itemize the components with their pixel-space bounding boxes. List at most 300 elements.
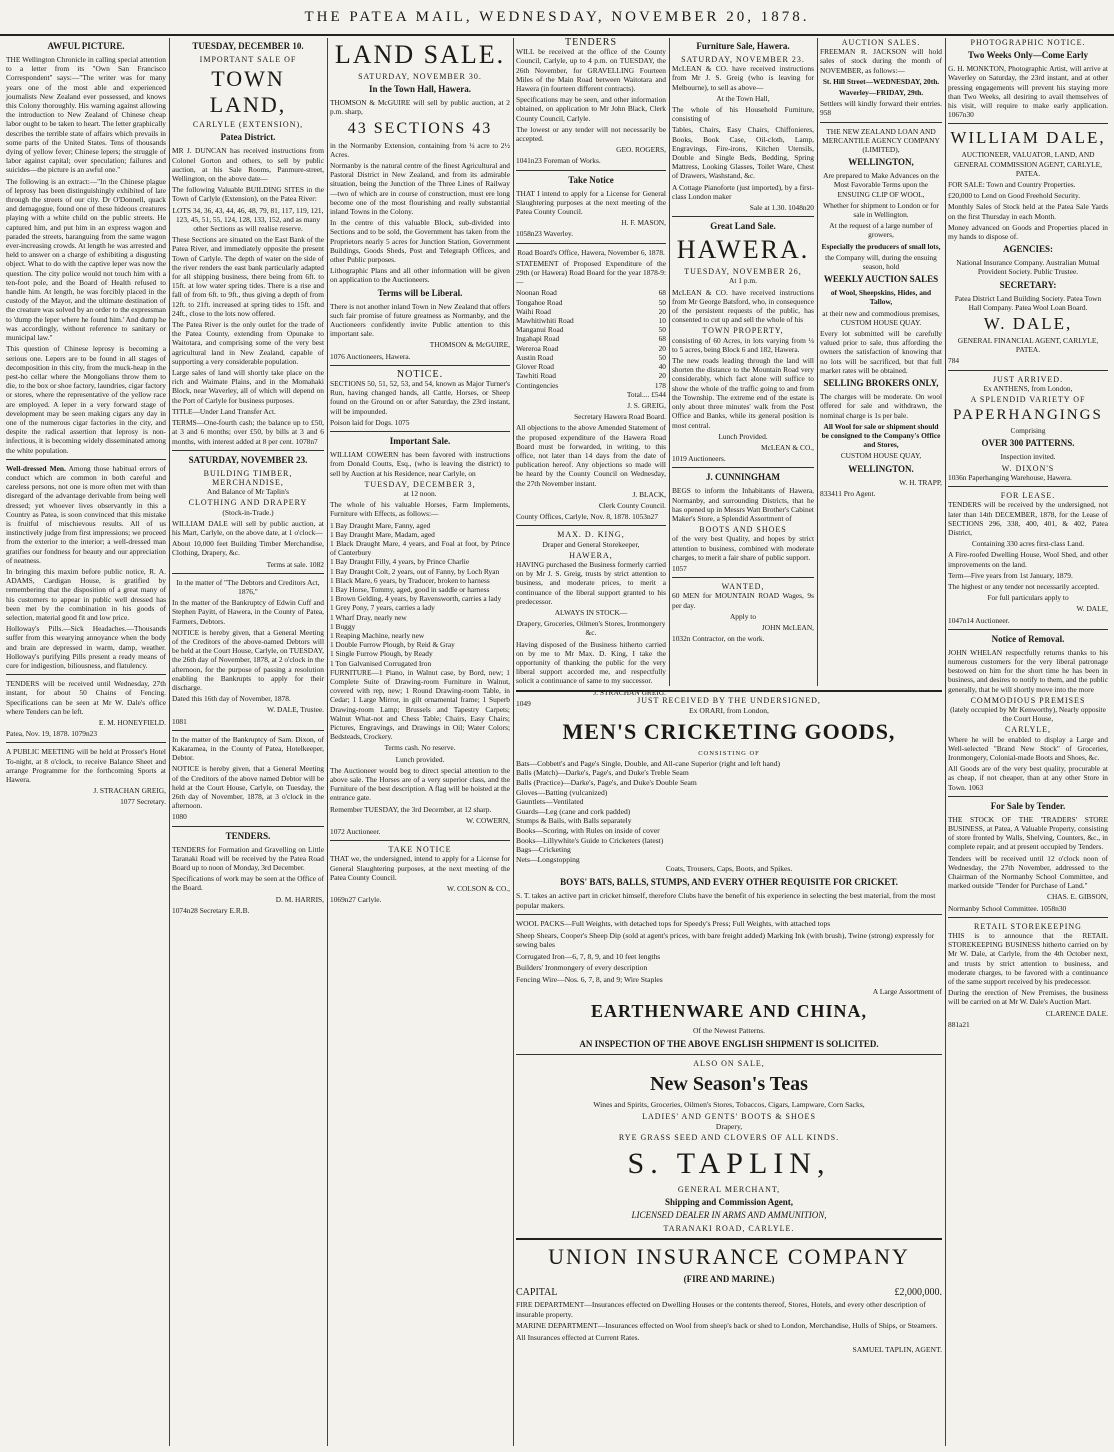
ad-text: THAT we, the undersigned, intend to apply for a License for General Slaughtering purposes, at the next meeting of the Patea County Council. <box>330 854 510 882</box>
ad-title: WILLIAM DALE, <box>950 128 1106 148</box>
ad-text: Settlers will kindly forward their entries. 958 <box>820 99 942 118</box>
column-1 <box>6 38 166 1446</box>
divider <box>330 840 510 841</box>
table-row <box>516 334 666 343</box>
table-cell: Glover Road <box>516 362 554 372</box>
ad-text: McLEAN & CO. have received instructions from Mr George Batsford, who, in consequence of the persistent requests of the public, has consented to cut up and sell the whole of his <box>672 287 814 325</box>
ad-text: Whether for shipment to London or for sale in Wellington. <box>823 200 939 220</box>
ad-date-heading: TUESDAY, DECEMBER 10. <box>192 41 304 51</box>
divider <box>516 914 942 915</box>
ad-text: And Balance of Mr Taplin's <box>207 487 289 497</box>
ad-text: WILLIAM DALE will sell by public auction, at his Mart, Carlyle, on the above date, at 1 o'clock— <box>172 518 324 537</box>
ad-text: The whole of his Household Furniture, consisting of <box>672 105 814 124</box>
list-item: 1 Ton Galvanised Corrugated Iron <box>330 658 432 668</box>
ad-text: Road Board's Office, Hawera, November 6, 1878. <box>517 247 665 257</box>
divider <box>948 917 1108 918</box>
ad-text: The following Valuable BUILDING SITES in the Town of Carlyle (Extension), on the Patea River: <box>172 185 324 204</box>
article-paragraph: THE Wellington Chronicle in calling special attention to a letter from its "Own San Francisco Correspondent" says:—"The writer was for many years one of the most able and experienced journalists New Zealand ever possessed, and knows this Colony thoroughly. His warning against allowing the introduction to New Zealand of Chinese cheap labor ought to be taken to heart. The letter graphically describes the terrible state of affairs which prevails in some parts of the United States. Tens of thousands dying of yellow fever; Chinese lepers; the struggle of labor against capital; over speculation; failures and suicides—the picture is an awful one." <box>6 55 166 175</box>
ad-text: The whole of his valuable Horses, Farm Implements, Furniture with Effects, as follows:— <box>330 500 510 519</box>
ad-subheading: SELLING BROKERS ONLY, <box>823 378 939 389</box>
list-item: Gauntlets—Ventilated <box>516 797 584 807</box>
table-cell: 20 <box>658 343 666 353</box>
table-cell: Mawhitiwhiti Road <box>516 316 574 326</box>
ad-signature: W. DALE, Trustee. <box>266 705 324 715</box>
ad-heading: Notice of Removal. <box>991 633 1065 644</box>
table-row <box>516 353 666 362</box>
divider <box>516 170 666 171</box>
ad-text: at their new and commodious premises, CUSTOM HOUSE QUAY. <box>822 308 940 327</box>
ad-text: FIRE DEPARTMENT—Insurances effected on Dwelling Houses or the contents thereof, Stores, Hotels, and every other description of insurable property. <box>516 1300 926 1319</box>
table-row <box>516 307 666 316</box>
divider <box>948 796 1108 797</box>
ad-reference: County Offices, Carlyle, Nov. 8, 1878. 1053n27 <box>516 512 659 522</box>
ad-date-heading: TUESDAY, DECEMBER 3, <box>364 479 476 489</box>
ad-date-heading: SATURDAY, NOVEMBER 23. <box>188 454 308 465</box>
ad-text: Tables, Chairs, Easy Chairs, Chiffonieres, Books, Book Case, Oil-cloth, Lamp, Engravings, Fire-irons, Kitchen Utensils, Double and Single Beds, Bedding, Spring Mattress, Looking Glasses, Toilet Ware, Chest of Drawers, Washstand, &c. <box>672 125 814 181</box>
ad-text: The highest or any tender not necessarily accepted. <box>948 581 1100 591</box>
ad-date: Patea, Nov. 19, 1878. 1079n23 <box>6 729 98 739</box>
expenditure-table <box>516 288 666 389</box>
ad-text: THE STOCK OF THE 'TRADERS' STORE BUSINESS, at Patea, A Valuable Property, consisting of store fronted by Walls, Shelving, Counters, &c., in complete repair, and at present occupied by Tenders. <box>948 814 1108 852</box>
table-cell: 50 <box>658 325 666 335</box>
table-cell: 68 <box>658 288 666 298</box>
article-heading: AWFUL PICTURE. <box>47 41 125 51</box>
ad-text: In the matter of the Bankruptcy of Edwin Cuff and Stephen Payitt, of Hawera, in the County of Patea, Farmers, Debtors. <box>172 598 324 626</box>
ad-text: WILL be received at the office of the County Council, Carlyle, up to 4 p.m. on TUESDAY, the 26th November, for GRAVELLING Fourteen Miles of the Main Road between Waitotara and Hawera (in fourteen different contracts). <box>516 47 666 94</box>
ad-text: SECTIONS 50, 51, 52, 53, and 54, known as Major Turner's Run, having changed hands, all Cattle, Horses, or Sheep found on the Ground on or after Saturday, the 23rd instant, will be impounded. <box>330 379 510 416</box>
ad-reference: 1057 <box>672 563 687 573</box>
list-item: Gloves—Batting (vulcanized) <box>516 787 608 797</box>
capital-amount: £2,000,000. <box>894 1286 942 1298</box>
ad-text: Specifications of work may be seen at the Office of the Board. <box>172 874 324 893</box>
ad-subheading: RYE GRASS SEED AND CLOVERS OF ALL KINDS. <box>618 1133 840 1143</box>
ad-text: LOTS 34, 36, 43, 44, 46, 48, 79, 81, 117, 119, 121, 123, 45, 51, 55, 124, 128, 133, 152, and as many other Sections as will realise reserve. <box>172 205 324 234</box>
divider <box>948 629 1108 630</box>
ad-text: TENDERS will be received until Wednesday, 27th instant, for about 50 Chains of Fencing. Specifications can be seen at Mr W. Dale's office where Tenders can be left. <box>6 679 166 716</box>
table-cell: 20 <box>658 371 666 381</box>
divider <box>172 450 324 451</box>
table-row <box>516 371 666 380</box>
ad-text: Waverley—FRIDAY, 29th. <box>838 88 924 98</box>
ad-text: National Insurance Company. Australian Mutual Provident Society. Public Trustee. <box>956 258 1100 277</box>
table-row <box>516 362 666 371</box>
table-total: Total.... £544 <box>626 389 666 399</box>
ad-heading: TAKE NOTICE <box>388 845 452 855</box>
list-item: 1 Black Draught Mare, 4 years, and Foal at foot, by Prince of Canterbury <box>330 538 510 558</box>
ad-reference: 1081 <box>172 716 187 726</box>
ad-text: Lunch Provided. <box>718 431 768 441</box>
ad-text: Every lot submitted will be carefully valued prior to sale, thus affording the owners the satisfaction of knowing that no lots will be sacrificed, but that full market rates will be obtained. <box>820 329 942 375</box>
ad-text: Corrugated Iron—6, 7, 8, 9, and 10 feet lengths <box>516 951 661 961</box>
ad-text: Coats, Trousers, Caps, Boots, and Spikes. <box>665 864 793 874</box>
ad-text: Inspection invited. <box>1000 452 1056 462</box>
divider <box>6 742 166 743</box>
ad-text: The lowest or any tender will not necessarily be accepted. <box>516 124 666 144</box>
table-cell: Ingahapi Road <box>516 334 560 344</box>
table-cell: 10 <box>658 316 666 326</box>
list-item: 1 Brown Gelding, 4 years, by Ravensworth, carries a lady <box>330 594 502 604</box>
table-row <box>516 288 666 297</box>
divider <box>948 486 1108 487</box>
divider <box>516 525 666 526</box>
column-rule <box>169 38 170 1446</box>
ad-heading: MAX. D. KING, <box>557 530 625 540</box>
column-rule <box>513 38 514 1446</box>
ad-text: TENDERS for Formation and Gravelling on Little Taranaki Road will be received by the Patea Road Board up to noon of Monday, 3rd December. <box>172 844 324 873</box>
ad-text: The new roads leading through the land will shorten the distance to the Mountain Road very considerably, which fact alone will suffice to show the whole of the traffic going to and from the Township. The extreme end of the estate is only about three minutes' walk from the Post Office and Banks, while its general position is most central. <box>672 356 814 430</box>
ad-text: Tenders will be received until 12 o'clock noon of Wednesday, the 27th November, addressed to the Chairman of the Normanby School Committee, and marked outside "Tender for Purchase of Land." <box>948 853 1108 891</box>
ad-reference: 1069n27 Carlyle. <box>330 895 382 905</box>
article-paragraph: In bringing this maxim before public notice, R. A. ADAMS, Cardigan House, is gratified by remembering that the disposition of a great many of his customers to appear in public well dressed has been met by the combination in his goods of selection, material good fit and low price. <box>6 566 166 622</box>
ad-subheading: (FIRE AND MARINE.) <box>683 1273 775 1284</box>
ad-title: EARTHENWARE AND CHINA, <box>591 1001 867 1022</box>
ad-text: FREEMAN R. JACKSON will hold sales of stock during the month of NOVEMBER, as follows:— <box>820 47 942 75</box>
ad-date-heading: SATURDAY, NOVEMBER 23. <box>681 55 805 64</box>
ad-text: During the erection of New Premises, the business will be carried on at Mr W. Dale's Auction Mart. <box>948 988 1108 1007</box>
ad-signature: W. COLSON & CO., <box>447 884 510 894</box>
ad-reference: 1072 Auctioneer. <box>330 827 381 837</box>
ad-subheading: TOWN PROPERTY, <box>702 326 784 336</box>
ad-text: HAVING purchased the Business formerly carried on by Mr J. S. Greig, trusts by strict attention to business, and moderate prices, to merit a continuance of the liberal support granted to his predecessor. <box>516 559 666 606</box>
ad-text: in the Normanby Extension, containing from ¼ acre to 2½ Acres. <box>330 140 510 159</box>
ad-subheading: LADIES' AND GENTS' BOOTS & SHOES <box>642 1112 816 1122</box>
list-item: 1 Bay Draught Mare, Fanny, aged <box>330 520 431 530</box>
ad-subheading: Shipping and Commission Agent, <box>664 1197 794 1208</box>
list-item: 1 Grey Pony, 7 years, carries a lady <box>330 603 435 613</box>
list-item: Guards—Leg (cane and cork padded) <box>516 806 631 816</box>
ad-text: £20,000 to Lend on Good Freehold Security. <box>948 191 1081 201</box>
ad-text: Lunch provided. <box>395 754 445 764</box>
ad-text: In the matter of "The Debtors and Creditors Act, 1876," <box>176 577 320 596</box>
ad-text: 60 MEN for MOUNTAIN ROAD Wages, 9s per day. <box>672 591 814 610</box>
ad-reference: 833411 Pro Agent. <box>820 488 876 498</box>
ad-heading: RETAIL STOREKEEPING <box>974 921 1082 931</box>
ad-text: There is not another inland Town in New Zealand that offers such fair promise of future greatness as Normanby, and the Auctioneers confidently invite Public attention to this important sale. <box>330 301 510 339</box>
ad-heading: JUST ARRIVED. <box>992 374 1064 384</box>
ad-text: ALWAYS IN STOCK— <box>554 607 628 617</box>
ad-heading: J. CUNNINGHAM <box>706 472 780 483</box>
ad-heading: For Sale by Tender. <box>990 800 1066 811</box>
list-item: Bats—Cobbett's and Page's Single, Double, and All-cane Superior (right and left hand) <box>516 758 781 768</box>
ad-signature: JOHN McLEAN, <box>761 622 814 632</box>
ad-text: The charges will be moderate. On wool offered for sale and withdrawn, the nominal charge is 1s per bale. <box>820 392 942 420</box>
ad-reference: 1019 Auctioneers. <box>672 454 726 464</box>
ad-date-heading: SATURDAY, NOVEMBER 30. <box>358 72 482 81</box>
ad-signature: J. BLACK, <box>632 489 666 499</box>
divider <box>820 122 942 123</box>
list-item: 1 Wharf Dray, nearly new <box>330 612 407 622</box>
ad-reference: 1047n14 Auctioneer. <box>948 615 1010 625</box>
column-rule <box>817 38 818 686</box>
ad-text: Fencing Wire—Nos. 6, 7, 8, and 9; Wire Staples <box>516 975 663 985</box>
table-cell: 50 <box>658 297 666 307</box>
ad-text: CUSTOM HOUSE QUAY, <box>840 451 922 461</box>
table-cell: Tongahoe Road <box>516 297 563 307</box>
ad-subheading: CARLYLE (EXTENSION), <box>192 120 304 130</box>
ad-reference: 1074n28 Secretary E.R.B. <box>172 905 250 915</box>
divider <box>672 467 814 468</box>
list-item: 1 Bay Draught Mare, Madam, aged <box>330 529 435 539</box>
ad-text: WOOL PACKS—Full Weights, with detached tops for Speedy's Press; Full Weights, with attached tops <box>516 919 831 929</box>
ad-subheading: BUILDING TIMBER, <box>203 468 293 478</box>
table-row <box>516 344 666 353</box>
ad-subheading: ALSO ON SALE, <box>693 1058 765 1068</box>
ad-text: Comprising <box>1010 426 1046 436</box>
ad-text: A Cottage Pianoforte (just imported), by a first-class London maker <box>672 182 814 201</box>
ad-heading: Great Land Sale. <box>710 221 776 232</box>
ad-text: STATEMENT of Proposed Expenditure of the 29th (or Hawera) Road Board for the year 1878-9:— <box>516 258 666 287</box>
ad-text: Term—Five years from 1st January, 1879. <box>948 570 1073 580</box>
table-row <box>516 381 666 390</box>
divider <box>330 431 510 432</box>
ad-text: Large sales of land will shortly take place on the rich and Waimate Plains, and in the Momahaki Block, near Waverley, all of which will depend on the Port of Carlyle for business purposes. <box>172 368 324 405</box>
capital-label: CAPITAL <box>516 1286 558 1298</box>
ad-text: These Sections are situated on the East Bank of the Patea River, and immediately opposite the present Town of Carlyle. The depth of water on the side of the river renders the east bank particularly adapted for all shipping business, there being from 6ft. to 15ft. at low water spring tides. There is a rise and fall of from 6ft. to 9ft., thus giving a depth of from 12ft. to 21ft. increased at spring tides to 15ft. and 24ft., close to the lots now offered. <box>172 235 324 318</box>
ad-subheading: AN INSPECTION OF THE ABOVE ENGLISH SHIPMENT IS SOLICITED. <box>579 1038 879 1049</box>
ad-signature: H. F. MASON, <box>621 218 666 228</box>
ad-text: Of the Newest Patterns. <box>692 1026 766 1036</box>
ad-text: of the very best Quality, and hopes by strict attention to business, combined with moderate charges, to merit a fair share of public support. <box>672 534 814 562</box>
list-item: 1 Bay Draught Colt, 2 years, out of Fanny, by Loch Ryan <box>330 566 500 576</box>
ad-text: MR J. DUNCAN has received instructions from Colonel Gorton and others, to sell by public auction, at his Sale Rooms, Panmure-street, Wellington, on the above date— <box>172 146 324 184</box>
ad-signature: THOMSON & McGUIRE, <box>429 340 510 350</box>
ad-text: Where he will be enabled to display a Large and Well-selected "Brand New Stock" of Groceries, Ironmongery, Colonial-made Boots and Shoes, &c. <box>948 734 1108 762</box>
ad-text: FOR SALE: Town and Country Properties. <box>948 180 1076 190</box>
divider <box>6 459 166 460</box>
column-rule <box>945 38 946 1446</box>
masthead: THE PATEA MAIL, WEDNESDAY, NOVEMBER 20, 1878. <box>0 0 1114 36</box>
sale-items-list <box>330 521 510 668</box>
divider <box>172 826 324 827</box>
article-paragraph: This question of Chinese leprosy is becoming a serious one. Lepers are to be found in all stages of decomposition in this city, from the muck-heap in the pest-ho cellar where the Mongolians throw them to die, to the box or shoe factory, laundries, cigar factory or stores, where the representative of the yellow race are employed. A leper in a very forward stage of development may be seen making cigars any day in one of the numerous cigar factories in the city, and despite the radical assertion that leprosy is non-infectious, it is becoming widely disseminated among the white population. <box>6 344 167 455</box>
ad-title: W. DALE, <box>983 314 1073 334</box>
list-item: Bags—Cricketing <box>516 845 571 855</box>
ad-heading: FOR LEASE. <box>1000 491 1056 501</box>
ad-text: consisting of 60 Acres, in lots varying from ¼ to 5 acres, being Block 6 and 182, Hawera. <box>672 335 814 354</box>
table-cell: 40 <box>658 362 666 372</box>
ad-subheading: W. DIXON'S <box>1001 463 1055 473</box>
ad-text: The Auctioneer would beg to direct special attention to the above sale. The Horses are of a very superior class, and the Furniture of the best description. A flag will be hoisted at the entrance gate. <box>330 765 510 803</box>
list-item: Balls (Practice)—Darke's, Page's, and Duke's Double Seam <box>516 777 697 787</box>
ad-text: St. Hill Street—WEDNESDAY, 20th. <box>822 76 940 86</box>
ad-subheading: BOOTS AND SHOES <box>699 525 787 535</box>
article-paragraph: Holloway's Pills.—Sick Headaches.—Thousands suffer from this wearying annoyance when the body and brain are depressed in warm, damp, weather. Holloway's purifying Pills present a ready means of cure for indigestion, biliousness, and flatulency. <box>6 624 166 670</box>
ad-text: NOTICE is hereby given, that a General Meeting of the Creditors of the above named Debtor will be held at the Court House, Carlyle, on Tuesday, the 26th day of November, 1878, at 3 o'clock in the afternoon. <box>172 764 324 811</box>
ad-text: In the matter of the Bankruptcy of Sam. Dixon, of Kakaramea, in the County of Patea, Hotelkeeper, Debtor. <box>172 734 324 763</box>
ad-text: Patea District Land Building Society. Patea Town Hall Company. Patea Wool Loan Board. <box>954 293 1102 312</box>
table-cell: Noonan Road <box>516 288 557 298</box>
ad-heading: TENDERS. <box>225 830 271 841</box>
ad-text: Wines and Spirits, Groceries, Oilmen's Stores, Tobaccos, Cigars, Lampware, Corn Sacks, <box>593 1100 865 1110</box>
ad-subheading: OVER 300 PATTERNS. <box>981 438 1075 449</box>
ad-signature: J. STRACHAN GREIG, <box>93 786 166 796</box>
ad-heading: Furniture Sale, Hawera. <box>696 41 790 51</box>
table-cell: Waihi Road <box>516 306 551 316</box>
divider <box>672 577 814 578</box>
ad-text: Ex ORARI, from London, <box>689 705 769 715</box>
ad-signature: W. DALE, <box>1076 604 1108 614</box>
ad-text: Sheep Shears, Cooper's Sheep Dip (sold at agent's prices, with bare freight added) Marking Ink (with brush), Twine (strong) expressly for sewing bales <box>516 930 935 950</box>
ad-text: Apply to <box>729 611 757 621</box>
ad-text: WILLIAM COWERN has been favored with instructions from Donald Coutts, Esq., (who is leaving the district) to sell by Auction at his Residence, near Carlyle, on <box>330 450 510 478</box>
list-item: Stumps & Bails, with Balls separately <box>516 816 632 826</box>
ad-text: THOMSON & McGUIRE will sell by public auction, at 2 p.m. sharp, <box>330 98 510 117</box>
ad-signature: CLARENCE DALE. <box>1045 1008 1108 1018</box>
table-cell: Contingencies <box>516 380 559 390</box>
list-item: 1 Double Furrow Plough, by Reid & Gray <box>330 640 455 650</box>
ad-heading: TENDERS <box>565 37 617 48</box>
ad-text: BEGS to inform the Inhabitants of Hawera, Normanby, and surrounding Districts, that he has opened up in Messrs Watt Brother's Cabinet Maker's Store, a Splendid Assortment of <box>672 486 814 523</box>
ad-text: GENERAL FINANCIAL AGENT, CARLYLE, PATEA. <box>957 336 1099 355</box>
ad-text: Poison laid for Dogs. 1075 <box>330 417 410 427</box>
ad-text: Terms cash. No reserve. <box>384 743 456 753</box>
ad-text: A Fire-roofed Dwelling House, Wool Shed, and other improvements on the land. <box>948 550 1108 569</box>
ad-subheading: HAWERA, <box>569 550 613 560</box>
ad-text: G. H. MONKTON, Photographic Artist, will arrive at Waverley on Saturday, the 23rd instant, and at other pressing engagements will prevent his staying more than Two Weeks, all desiring to avail themselves of his visit, will require to make early application. 1067n30 <box>948 64 1108 120</box>
ad-reference: 1036n Paperhanging Warehouse, Hawera. <box>948 472 1072 482</box>
ad-signature: J. S. GREIG, <box>627 400 666 410</box>
ad-subheading: WELLINGTON, <box>848 157 914 168</box>
ad-heading: Important Sale. <box>389 436 451 447</box>
divider <box>948 123 1108 124</box>
column-6 <box>820 38 942 686</box>
ad-text: THE NEW ZEALAND LOAN AND MERCANTILE AGENCY COMPANY (LIMITED), <box>822 126 940 155</box>
divider <box>172 730 324 731</box>
column-2 <box>172 38 324 1446</box>
table-cell: Wereroa Road <box>516 343 559 353</box>
ad-reference: 1076 Auctioneers, Hawera. <box>330 351 411 361</box>
ad-subheading: WELLINGTON. <box>848 463 914 474</box>
ad-subheading: WEEKLY AUCTION SALES <box>823 274 939 285</box>
article-paragraph: The following is an extract:—"In the Chinese plague of leprosy has been distinguishingly exhibited of late through the streets of our city. Dr O'Donnell, quack and demagogue, found one of these hideous creatures playing with a white child on the public streets. He captured him, and put him in an express wagon and paraded the streets, haranguing from the same wagon ever-increasing crowds. At length he was arrested and held to answer on a charge of exhibiting a disgusting object. What to do with the captive leper was now the question. The city police would not touch him with a ten-foot pole, and the Board of Health refused to handle him. At length, he was forcibly placed in the custody of the Mayor, and the ultimate destination of the creature was solved by an order to the expressman to 'dump the leper where he found him.' And dump he was accordingly, without reference to sanitary or municipal law." <box>6 176 166 343</box>
ad-text: THAT I intend to apply for a License for General Slaughtering purposes at the next meeting of the Patea County Council. <box>516 188 666 217</box>
ad-text: FURNITURE—1 Piano, in Walnut case, by Bord, new; 1 Complete Suite of Drawing-room Furniture in Walnut, covered with rep, new; 1 Round Drawing-room Table, in Cedar; 1 Large Mirror, in gilt ornamental frame; 1 Superb Drawing-room Lamp; Brussels and Tapestry Carpets; Walnut What-not and Chess Table; Chairs, Easy Chairs; Pictures, Engravings, and Drawings in Oil; Water Colors; Bedsteads, Crockery. <box>330 667 510 742</box>
ad-heading: NOTICE. <box>396 368 444 380</box>
divider <box>6 674 166 675</box>
ad-text: Drapery, Groceries, Oilmen's Stores, Ironmongery &c. <box>516 619 666 638</box>
ad-text: At 1 p.m. <box>729 276 757 286</box>
ad-subheading: MERCHANDISE, <box>212 477 284 487</box>
ad-title: TOWN LAND, <box>209 66 287 118</box>
ad-text: THIS is to announce that the RETAIL STOREKEEPING BUSINESS hitherto carried on by Mr W. Dale, at Carlyle, from the 4th October next, and trusts by strict attention to business, and moderate charges, to be favored with a continuance of the same support received by his predecessor. <box>948 931 1108 987</box>
ad-text: In the centre of this valuable Block, sub-divided into Sections and to be sold, the Government has taken from the Proprietors nearly 5 acres for Junction Station, Government Buildings, Goods Sheds, Post and Telegraph Offices, and other Public purposes. <box>330 218 510 265</box>
ad-text: A Large Assortment of <box>872 986 942 996</box>
ad-subheading: BOYS' BATS, BALLS, STUMPS, AND EVERY OTHER REQUISITE FOR CRICKET. <box>560 876 898 887</box>
ad-text: Especially the producers of small lots, <box>821 241 941 251</box>
ad-text: NOTICE is hereby given, that a General Meeting of the Creditors of the above-named Debtors will be held at the Court House, Carlyle, on TUESDAY, the 26th day of November, 1878, at 2 o'clock in the afternoon, for the purpose of passing a resolution enabling the Bankrupts to apply for their discharge. <box>172 627 324 692</box>
ad-text: TENDERS will be received by the undersigned, not later than 14th DECEMBER, 1878, for the Lease of SECTIONS 296, 338, 400, 401, & 402, Patea District, <box>948 500 1108 537</box>
ad-text: About 10,000 feet Building Timber Merchandise, Clothing, Drapery, &c. <box>172 539 324 558</box>
article-text: Among those habitual errors of conduct which are common in both careful and careless persons, not one is more often met with than disregard of the advantage derivable from being well dressed; yet whoever lives observantly in this a Country as Patea, is soon convinced that this mistake is fruitful of mischievous results. All of us instinctively judge from first impressions; we proceed from the exterior to the interior; a well-dressed man gratifies our fondness for beauty and our appreciation of neatness. <box>6 463 166 565</box>
ad-text: Specifications may be seen, and other information obtained, on application to Mr John Black, Clerk County Council, Carlyle. <box>516 95 666 123</box>
ad-signature: McLEAN & CO., <box>761 442 814 452</box>
ad-subheading: Terms will be Liberal. <box>377 287 463 298</box>
column-5 <box>672 38 814 686</box>
ad-subheading: TARANAKI ROAD, CARLYLE. <box>663 1224 795 1233</box>
ad-text: Containing 330 acres first-class Land. <box>971 539 1085 549</box>
ad-text: All Insurances effected at Current Rates. <box>516 1332 640 1342</box>
ad-subheading: GENERAL MERCHANT, <box>677 1184 781 1194</box>
ad-text: Ex ANTHENS, from London, <box>983 383 1073 393</box>
ad-text: Monthly Sales of Stock held at the Patea Sale Yards on the first Thursday in each Month. <box>948 202 1108 221</box>
ad-reference: Normanby School Committee. 1058n30 <box>948 903 1067 913</box>
ad-text: The Patea River is the only outlet for the trade of the Patea County, extending from Opunake to Waitotara, and comprising some of the very best agricultural land in New Zealand, capable of supporting a very considerable population. <box>172 320 324 366</box>
ad-text: Normanby is the natural centre of the finest Agricultural and Pastoral District in New Zealand, and from its admirable situation, being the Junction of the Three Lines of Railway—two of which are in course of construction, must ere long become one of the most flourishing and really substantial inland Towns in the Colony. <box>330 161 510 217</box>
ad-text: A PUBLIC MEETING will be held at Prosser's Hotel To-night, at 8 o'clock, to receive Balance Sheet and arrange Programme for the forthcoming Sports at Hawera. <box>6 747 166 785</box>
ad-subheading: SECRETARY: <box>999 279 1057 290</box>
ad-text: (lately occupied by Mr Kenworthy), Nearly opposite the Court House, <box>950 704 1106 724</box>
ad-signature: CHAS. E. GIBSON, <box>1047 892 1108 902</box>
column-7 <box>948 38 1108 1446</box>
divider <box>672 216 814 217</box>
ad-text: the Company will, during the ensuing season, hold <box>825 252 937 272</box>
divider <box>948 370 1108 371</box>
ad-text: S. T. takes an active part in cricket himself, therefore Clubs have the benefit of his experience in selecting the best material, from the most popular makers. <box>516 890 936 910</box>
ad-date-heading: TUESDAY, NOVEMBER 26, <box>684 267 802 277</box>
ad-reference: 1041n23 Foreman of Works. <box>516 156 601 166</box>
ad-subheading: Patea District. <box>220 132 276 143</box>
ad-title: LAND SALE. <box>334 40 506 69</box>
ad-text: For full particulars apply to <box>987 593 1069 603</box>
column-4 <box>516 37 666 708</box>
ad-signature: J. STRACHAN GREIG. <box>593 687 666 697</box>
ad-signature: W. H. TRAPP, <box>899 477 942 487</box>
list-item: 1 Single Furrow Plough, by Ready <box>330 649 433 659</box>
ad-subheading: A SPLENDID VARIETY OF <box>970 395 1086 405</box>
divider <box>516 1054 942 1055</box>
ad-reference: 1077 Secretary. <box>120 797 166 807</box>
table-cell: Manganui Road <box>516 325 564 335</box>
cricket-items-list <box>516 759 942 865</box>
ad-heading: AUCTION SALES. <box>841 38 921 47</box>
ad-title: PAPERHANGINGS <box>953 407 1103 424</box>
taplin-advertisement <box>516 686 942 1446</box>
ad-reference: 784 <box>948 356 960 366</box>
table-cell: 20 <box>658 306 666 316</box>
ad-title: UNION INSURANCE COMPANY <box>548 1243 910 1269</box>
table-cell: 50 <box>658 352 666 362</box>
divider <box>516 690 942 692</box>
table-row <box>516 298 666 307</box>
ad-text: Lithographic Plans and all other information will be given on application to the Auctioneers. <box>330 266 510 285</box>
ad-text: At the request of a large number of growers, <box>829 221 933 240</box>
ad-text: Having disposed of the Business hitherto carried on by me to Mr Max. D. King, I take the opportunity of thanking the public for the very liberal support accorded me, and respectfully solicit a continuance of same to my successor. <box>516 639 666 686</box>
table-cell: Tawhiti Road <box>516 371 556 381</box>
ad-signature: D. M. HARRIS, <box>275 894 324 904</box>
ad-text: JOHN WHELAN respectfully returns thanks to his numerous customers for the very liberal patronage bestowed on him for the short time he has been in business, and desires to notify to them, and the public generally, that he will shortly move into the more <box>948 647 1108 694</box>
table-row <box>516 325 666 334</box>
list-item: Books—Lillywhite's Guide to Cricketers (latest) <box>516 835 664 845</box>
ad-signature: W. COWERN, <box>466 815 510 825</box>
capital-row <box>516 1288 942 1298</box>
ad-text: Dated this 16th day of November, 1878. <box>172 694 291 704</box>
list-item: Balls (Match)—Darke's, Page's, and Duke's Treble Seam <box>516 768 689 778</box>
article-subheading: Well-dressed Men. <box>6 463 66 473</box>
column-rule <box>327 38 328 1446</box>
article-paragraph <box>6 464 166 565</box>
ad-subheading: CARLYLE, <box>1004 725 1052 735</box>
ad-signature: E. M. HONEYFIELD. <box>98 718 166 728</box>
ad-reference: 1032n Contractor, on the work. <box>672 634 765 644</box>
ad-signature-title: Clerk County Council. <box>598 500 666 510</box>
table-cell: Austin Road <box>516 352 554 362</box>
ad-title: 43 SECTIONS 43 <box>347 119 493 137</box>
ad-text: AUCTIONEER, VALUATOR, LAND, AND GENERAL COMMISSION AGENT, CARLYLE, PATEA. <box>953 150 1103 178</box>
ad-title: S. TAPLIN, <box>627 1146 831 1180</box>
ad-subheading: JUST RECEIVED BY THE UNDERSIGNED, <box>637 696 821 705</box>
ad-reference: Sale at 1.30. 1048n20 <box>749 203 814 213</box>
divider <box>172 573 324 574</box>
